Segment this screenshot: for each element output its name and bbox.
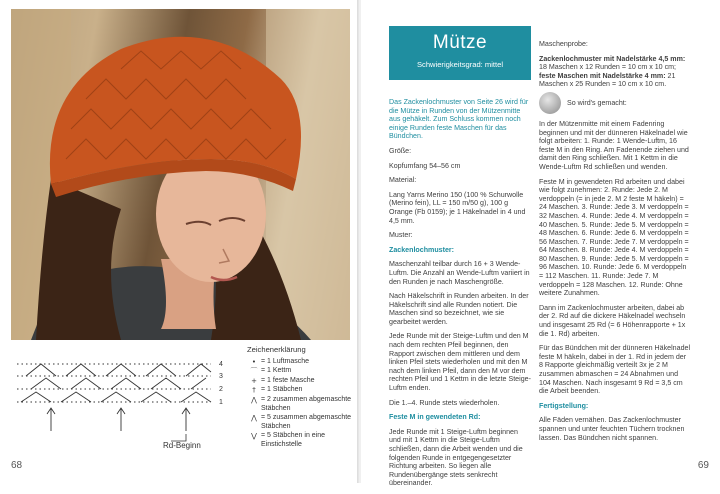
finish-text: Alle Fäden vernähen. Das Zackenlochmuster spannen und unter feuchten Tüchern trocknen lassen. Das Bündchen nicht spannen.: [539, 416, 685, 442]
title-box: [389, 26, 531, 80]
gauge-heading: Maschenprobe:: [539, 40, 588, 48]
gauge-sc-label: feste Maschen mit Nadelstärke 4 mm:: [539, 71, 666, 80]
hat-photo: [11, 9, 350, 340]
single-crochet-icon: +: [251, 376, 257, 385]
finish-heading: Fertigstellung:: [539, 401, 589, 410]
double-crochet-icon: †: [252, 386, 256, 395]
chain-stitch-icon: •: [251, 357, 257, 366]
repeat-text: Die 1.–4. Runde stets wiederholen.: [389, 398, 500, 407]
chart-diagram: [11, 346, 236, 468]
round-text: Jede Runde mit der Steige-Luftm und den M nach dem rechten Pfeil beginnen, den Rapport zwischen dem mittleren und dem linken Pfeil stets wiederholen und mit den M nach dem linken Pfeil, dann den M vor dem rechten Pfeil und 1 Kettm in die letzte Steige-Luftm enden.: [389, 332, 531, 393]
row-number: 2: [219, 386, 223, 393]
legend-item: † = 1 Stäbchen: [247, 386, 352, 395]
row-number: 1: [219, 399, 223, 406]
pattern-heading: Muster:: [389, 231, 413, 240]
legend-item: ⌒ = 1 Kettm: [247, 367, 352, 376]
chart-text: Nach Häkelschrift in Runden arbeiten. In der Häkelschrift sind alle Runden notiert. Die Maschen sind so bezeichnet, wie sie gearbeitet werden.: [389, 292, 529, 326]
crochet-chart: [11, 346, 350, 468]
sc-heading: Feste M in gewendeten Rd:: [389, 413, 481, 422]
material-heading: Material:: [389, 176, 417, 185]
page-title: Mütze: [432, 32, 488, 53]
start-label: Rd-Beginn: [163, 441, 201, 450]
howto-step-1: In der Mützenmitte mit einem Fadenring beginnen und mit der dünneren Häkelnadel wie folgt arbeiten: 1. Runde: 1 Wende-Luftm, 16 feste M in den Ring. Am Fadenende ziehen und damit den Ring schließen. Mit 1 Kettm in die Wende-Luftm Rd schließen und wenden.: [539, 119, 689, 171]
legend-item: ⋁ = 5 Stäbchen in eine Einstichstelle: [247, 432, 352, 449]
howto-step-4: Für das Bündchen mit der dünneren Häkelnadel feste M häkeln, dabei in der 1. Rd in jedem der 8 Rapporte gleichmäßig verteilt 3x je 2 M zusammen abmaschen = 24 Abnahmen und 104 Maschen. Nach insgesamt 9 Rd = 3,5 cm die Arbeit beenden.: [539, 344, 691, 396]
page-number-left: 68: [11, 460, 23, 471]
gauge-pattern-text: 18 Maschen x 12 Runden = 10 cm x 10 cm;: [539, 63, 677, 72]
howto-step-3: Dann im Zackenlochmuster arbeiten, dabei ab der 2. Rd auf die dickere Häkelnadel wechseln und insgesamt 25 Rd (= 6 Höhenrapporte + 1x die 1. Rd) arbeiten.: [539, 303, 686, 338]
row-number: 3: [219, 373, 223, 380]
dc2tog-icon: ⋀: [251, 395, 257, 404]
sc-text: Jede Runde mit 1 Steige-Luftm beginnen und mit 1 Kettm in die Steige-Luftm schließen, dann die Arbeit wenden und die folgenden Runde in entgegengesetzter Richtung arbeiten. So liegen alle Rundenübergänge stets senkrecht übereinander.: [389, 427, 523, 488]
left-column: [389, 98, 531, 494]
legend-item: ⋀ = 2 zusammen abgemaschte Stäbchen: [247, 396, 352, 413]
right-column: [539, 40, 691, 448]
legend-title: Zeichenerklärung: [247, 345, 306, 354]
intro-text: Das Zackenlochmuster von Seite 26 wird für die Mütze in Runden von der Mützenmitte aus gehäkelt. Zum Schluss kommen noch einige Runden feste Maschen für das Bündchen.: [389, 98, 529, 141]
yarn-ball-icon: [539, 92, 561, 114]
howto-step-2: Feste M in gewendeten Rd arbeiten und dabei wie folgt zunehmen: 2. Runde: Jede 2. M verdoppeln (= in jede 2. M 2 feste M häkeln) = 24 Maschen. 3. Runde: Jede 3. M verdoppeln = 32 Maschen. 4. Runde: Jede 4. M verdoppeln = 40 Maschen. 5. Runde: Jede 5. M verdoppeln = 48 Maschen. 6. Runde: Jede 6. M verdoppeln = 56 Maschen. 7. Runde: Jede 7. M verdoppeln = 64 Maschen. 8. Runde: Jede 4. M verdoppeln = 80 Maschen. 9. Runde: Jede 5. M verdoppeln = 96 Maschen. 10. Runde: Jede 6. M verdoppeln = 112 Maschen. 11. Runde: Jede 7. M verdoppeln = 128 Maschen. 12. Runde: Ohne weitere Zunahmen.: [539, 177, 689, 298]
photo-illustration: [11, 9, 350, 340]
row-number: 4: [219, 361, 223, 368]
legend-item: + = 1 feste Masche: [247, 377, 352, 386]
shell-icon: ⋁: [251, 432, 257, 441]
howto-heading: So wird's gemacht:: [567, 98, 627, 107]
legend-item: • = 1 Luftmasche: [247, 358, 352, 367]
zigzag-text: Maschenzahl teilbar durch 16 + 3 Wende-Luftm. Die Anzahl an Wende-Luftm variiert in den Runden je nach Maschengröße.: [389, 260, 530, 286]
howto-row: [539, 92, 691, 114]
legend-item: ⋀ = 5 zusammen abgemaschte Stäbchen: [247, 414, 352, 431]
gauge-pattern-label: Zackenlochmuster mit Nadelstärke 4,5 mm:: [539, 54, 686, 63]
zigzag-heading: Zackenlochmuster:: [389, 245, 455, 254]
left-page: [0, 0, 359, 483]
right-page: [361, 0, 720, 488]
gauge-sc-text: 21 Maschen x 25 Runden = 10 cm x 10 cm.: [539, 71, 676, 89]
page-number-right: 69: [697, 460, 709, 471]
legend: [247, 346, 352, 451]
material-text: Lang Yarns Merino 150 (100 % Schurwolle (Merino fein), LL = 150 m/50 g), 100 g Orange (Fb 0159); je 1 Häkelnadel in 4 und 4,5 mm.: [389, 190, 526, 225]
slip-stitch-icon: ⌒: [250, 367, 258, 376]
dc5tog-icon: ⋀: [251, 414, 257, 423]
size-text: Kopfumfang 54–56 cm: [389, 161, 461, 170]
size-heading: Größe:: [389, 146, 412, 155]
difficulty-label: Schwierigkeitsgrad: mittel: [416, 60, 504, 69]
